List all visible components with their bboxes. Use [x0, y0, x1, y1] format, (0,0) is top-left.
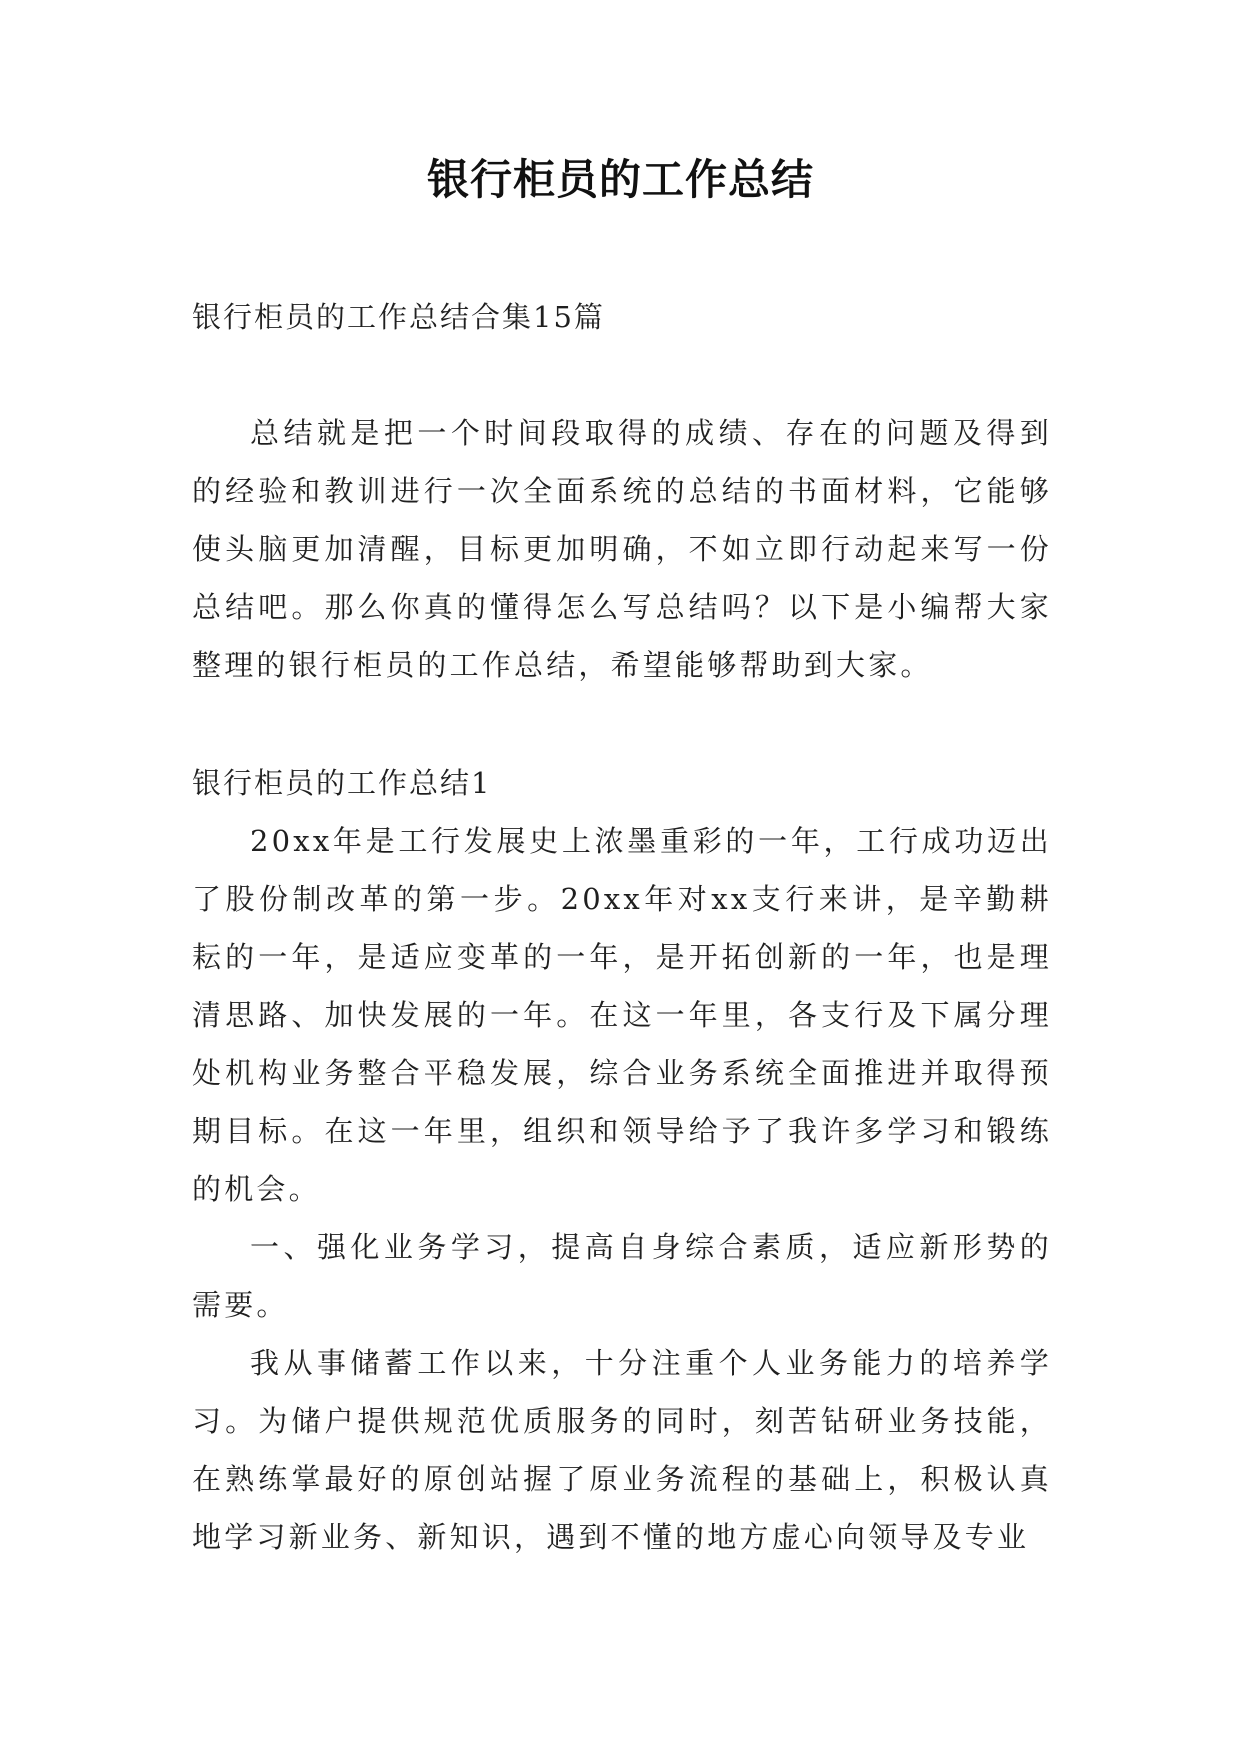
body-block: [192, 812, 1052, 1566]
intro-block: [192, 404, 1052, 694]
body-paragraph: 一、强化业务学习，提高自身综合素质，适应新形势的需要。: [192, 1230, 1052, 1322]
document-title: 银行柜员的工作总结: [426, 155, 814, 204]
document-subtitle: 银行柜员的工作总结合集15篇: [192, 300, 605, 334]
intro-paragraph: 总结就是把一个时间段取得的成绩、存在的问题及得到的经验和教训进行一次全面系统的总结的书面材料，它能够使头脑更加清醒，目标更加明确，不如立即行动起来写一份总结吧。那么你真的懂得怎么写总结吗？以下是小编帮大家整理的银行柜员的工作总结，希望能够帮助到大家。: [192, 416, 1052, 682]
section-heading: 银行柜员的工作总结1: [192, 766, 492, 800]
body-paragraph: 我从事储蓄工作以来，十分注重个人业务能力的培养学习。为储户提供规范优质服务的同时，刻苦钻研业务技能，在熟练掌最好的原创站握了原业务流程的基础上，积极认真地学习新业务、新知识，遇到不懂的地方虚心向领导及专业: [192, 1346, 1052, 1554]
body-paragraph: 20xx年是工行发展史上浓墨重彩的一年，工行成功迈出了股份制改革的第一步。20xx年对xx支行来讲，是辛勤耕耘的一年，是适应变革的一年，是开拓创新的一年，也是理清思路、加快发展的一年。在这一年里，各支行及下属分理处机构业务整合平稳发展，综合业务系统全面推进并取得预期目标。在这一年里，组织和领导给予了我许多学习和锻练的机会。: [192, 824, 1052, 1206]
